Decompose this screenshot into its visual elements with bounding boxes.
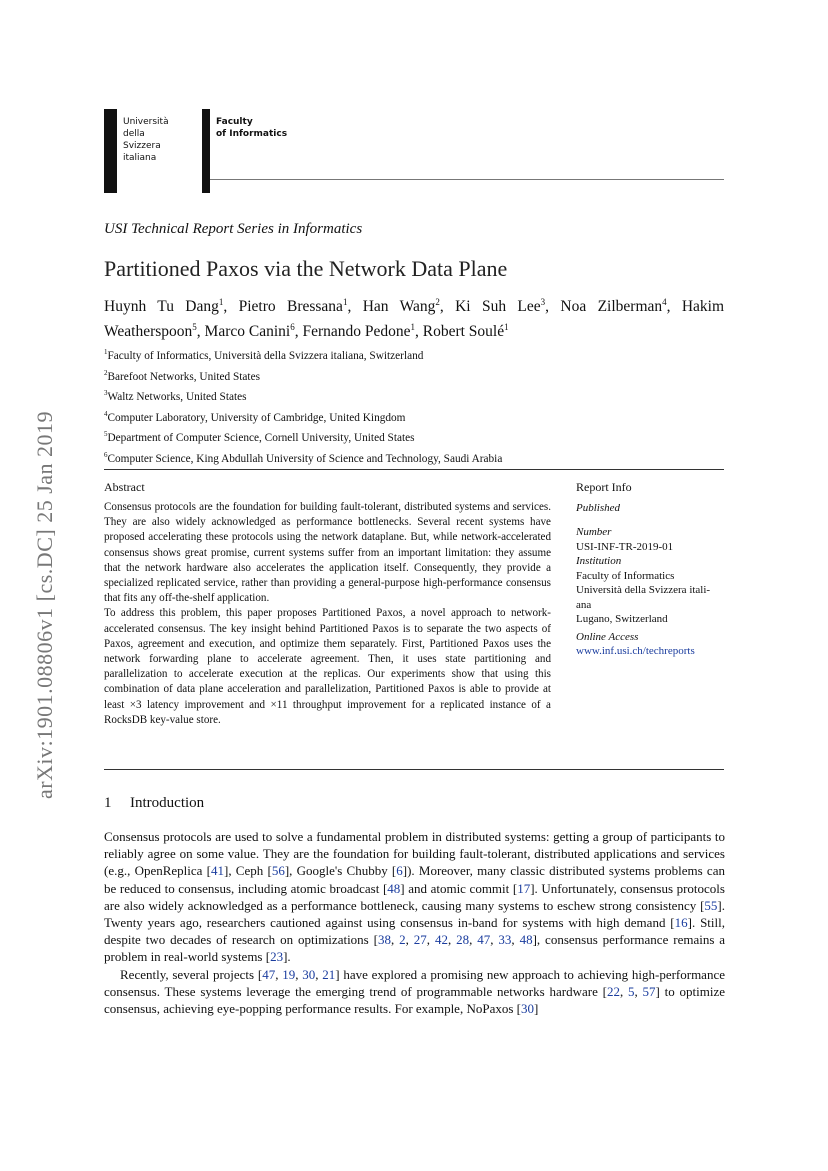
author-name: Robert Soulé <box>422 323 505 341</box>
intro-paragraph: Recently, several projects [47, 19, 30, 21] have explored a promising new approach to achieving high-performance consensus. These systems leverage the emerging trend of programmable networks hardware [22, 5, 57] to optimize consensus, achieving eye-popping performance results. For example, NoPaxos [30] <box>104 966 725 1017</box>
faculty-logo-bar <box>202 109 210 193</box>
citation-link[interactable]: 22 <box>606 983 620 999</box>
citation-link[interactable]: 30 <box>302 966 316 982</box>
abstract-top-rule <box>104 469 724 470</box>
citation-link[interactable]: 23 <box>270 949 284 965</box>
section-title: Introduction <box>130 795 205 811</box>
affiliation-item <box>104 447 502 468</box>
citation-link[interactable]: 55 <box>704 897 718 913</box>
report-number: USI-INF-TR-2019-01 <box>576 540 674 553</box>
citation-link[interactable]: 2 <box>399 932 406 948</box>
citation-link[interactable]: 47 <box>262 966 276 982</box>
author-name: Marco Canini <box>204 323 291 341</box>
citation-link[interactable]: 48 <box>387 880 401 896</box>
header-rule <box>210 179 724 180</box>
citation-link[interactable]: 17 <box>517 880 531 896</box>
intro-paragraph: Consensus protocols are used to solve a fundamental problem in distributed systems: getting a group of participants to reliably agree on some value. They are the foundation for building fault-tolerant, distributed applications and services (e.g., OpenReplica [41], Ceph [56], Google's Chubby [6]). Moreover, many classic distributed systems problems can be reduced to consensus, including atomic broadcast [48] and atomic commit [17]. Unfortunately, consensus protocols are also widely acknowledged as a performance bottleneck, causing many systems to eschew strong consistency [55]. Twenty years ago, researchers cautioned against using consensus in-band for systems with high demand [16]. Still, despite two decades of research on optimizations [38, 2, 27, 42, 28, 47, 33, 48], consensus performance remains a problem in real-world systems [23]. <box>104 829 726 965</box>
citation-link[interactable]: 57 <box>642 983 656 999</box>
affiliation-text: Waltz Networks, United States <box>107 390 247 403</box>
university-name: Università della Svizzera italiana <box>123 117 169 163</box>
citation-link[interactable]: 33 <box>498 932 512 948</box>
author-affiliation-mark: 1 <box>218 297 224 307</box>
access-label: Online Access <box>576 630 639 643</box>
author-list: Huynh Tu Dang$^1$, Pietro Bressana$^1$, Han Wang$^2$, Ki Suh Lee$^3$, Noa Zilberman$^4$, Hakim Weatherspoon$^5$, Marco Canini$^6$, Fernando Pedone$^1$, Robert Soulé$^1$ <box>104 297 725 341</box>
institution-line: Faculty of Informatics <box>576 569 675 582</box>
number-label: Number <box>576 526 612 538</box>
citation-link[interactable]: 5 <box>627 983 635 999</box>
usi-logo-bar <box>104 109 117 193</box>
citation-link[interactable]: 6 <box>396 863 403 879</box>
affiliation-number: 3 <box>104 389 108 398</box>
report-status: Published <box>576 501 620 514</box>
techreports-link[interactable]: www.inf.usi.ch/techreports <box>576 645 695 657</box>
author-affiliation-mark: 1 <box>342 297 348 307</box>
affiliation-item <box>104 406 502 427</box>
citation-link[interactable]: 30 <box>520 1001 534 1017</box>
citation-link[interactable]: 47 <box>477 932 491 948</box>
author-affiliation-mark: 6 <box>290 322 295 333</box>
affiliation-number: 1 <box>104 348 108 356</box>
faculty-name: Faculty of Informatics <box>216 117 288 139</box>
author-name: Huynh Tu Dang <box>104 298 219 316</box>
affiliation-number: 2 <box>104 368 108 377</box>
citation-link[interactable]: 28 <box>456 932 470 948</box>
author-name: Ki Suh Lee <box>455 298 541 316</box>
section-number: 1 <box>104 795 112 811</box>
abstract-bottom-rule <box>104 769 724 770</box>
report-info-heading: Report Info <box>576 480 632 494</box>
citation-link[interactable]: 27 <box>413 932 427 948</box>
author-name: Pietro Bressana <box>238 298 343 316</box>
paper-title: Partitioned Paxos via the Network Data Plane <box>104 256 508 281</box>
affiliation-text: Barefoot Networks, United States <box>107 370 260 383</box>
institution-line: ana <box>576 598 592 611</box>
abstract-heading: Abstract <box>104 480 145 494</box>
citation-link[interactable]: 56 <box>271 863 285 879</box>
citation-link[interactable]: 41 <box>211 863 224 879</box>
affiliation-text: Computer Science, King Abdullah University of Science and Technology, Saudi Arabia <box>107 452 503 465</box>
arxiv-identifier: arXiv:1901.08806v1 [cs.DC] 25 Jan 2019 <box>32 410 57 800</box>
affiliation-item <box>104 344 502 365</box>
affiliation-number: 5 <box>104 430 108 439</box>
abstract-paragraph: Consensus protocols are the foundation for building fault-tolerant, distributed systems and services. They are also widely acknowledged as performance bottlenecks. Several recent systems have proposed accelerating these protocols using the network dataplane. But, while network-accelerated consensus shows great promise, current systems suffer from an important limitation: they assume that the network hardware also accelerates the application itself. Consequently, they provide a specialized replicated service, rather than providing a general-purpose high-performance consensus that fits any off-the-shelf application. <box>104 501 551 605</box>
abstract-paragraph: To address this problem, this paper proposes Partitioned Paxos, a novel approach to network-accelerated consensus. The key insight behind Partitioned Paxos is to separate the two aspects of Paxos, agreement and execution, and optimize them separately. First, Partitioned Paxos uses the network forwarding plane to accelerate agreement. Then, it uses state partitioning and parallelization to accelerate execution at the replicas. Our experiments show that using this combination of data plane acceleration and parallelization, Partitioned Paxos is able to provide at least ×3 latency improvement and ×11 throughput improvement for a replicated instance of a RocksDB key-value store. <box>104 607 551 726</box>
author-name: Fernando Pedone <box>302 323 411 341</box>
citation-link[interactable]: 16 <box>674 915 688 931</box>
author-affiliation-mark: 1 <box>504 322 509 333</box>
author-name: Noa Zilberman <box>560 298 663 316</box>
author-name: Hakim Weatherspoon <box>104 298 725 341</box>
introduction-body <box>104 828 725 1017</box>
author-affiliation-mark: 2 <box>435 297 440 307</box>
institution-line: Lugano, Switzerland <box>576 613 668 625</box>
citation-link[interactable]: 48 <box>519 932 533 948</box>
affiliation-number: 6 <box>104 450 108 459</box>
author-name: Han Wang <box>362 298 436 316</box>
author-affiliation-mark: 5 <box>192 322 197 333</box>
affiliation-text: Computer Laboratory, University of Cambridge, United Kingdom <box>107 411 406 424</box>
affiliation-list <box>104 344 502 467</box>
affiliation-text: Faculty of Informatics, Università della Svizzera italiana, Switzerland <box>107 349 424 362</box>
institution-line: Università della Svizzera itali- <box>576 584 711 596</box>
report-series: USI Technical Report Series in Informatics <box>104 221 363 237</box>
affiliation-text: Department of Computer Science, Cornell University, United States <box>107 432 415 445</box>
author-affiliation-mark: 1 <box>410 322 415 333</box>
affiliation-item <box>104 426 502 447</box>
citation-link[interactable]: 38 <box>377 932 391 948</box>
author-affiliation-mark: 3 <box>540 297 546 307</box>
affiliation-item <box>104 365 502 386</box>
section-heading <box>104 795 204 812</box>
institution-label: Institution <box>576 555 622 567</box>
citation-link[interactable]: 21 <box>322 966 336 982</box>
report-info <box>576 480 726 659</box>
citation-link[interactable]: 42 <box>434 932 448 948</box>
affiliation-number: 4 <box>104 409 108 418</box>
author-affiliation-mark: 4 <box>662 297 667 307</box>
affiliation-item <box>104 385 502 406</box>
citation-link[interactable]: 19 <box>282 966 296 982</box>
abstract-body <box>104 500 551 728</box>
